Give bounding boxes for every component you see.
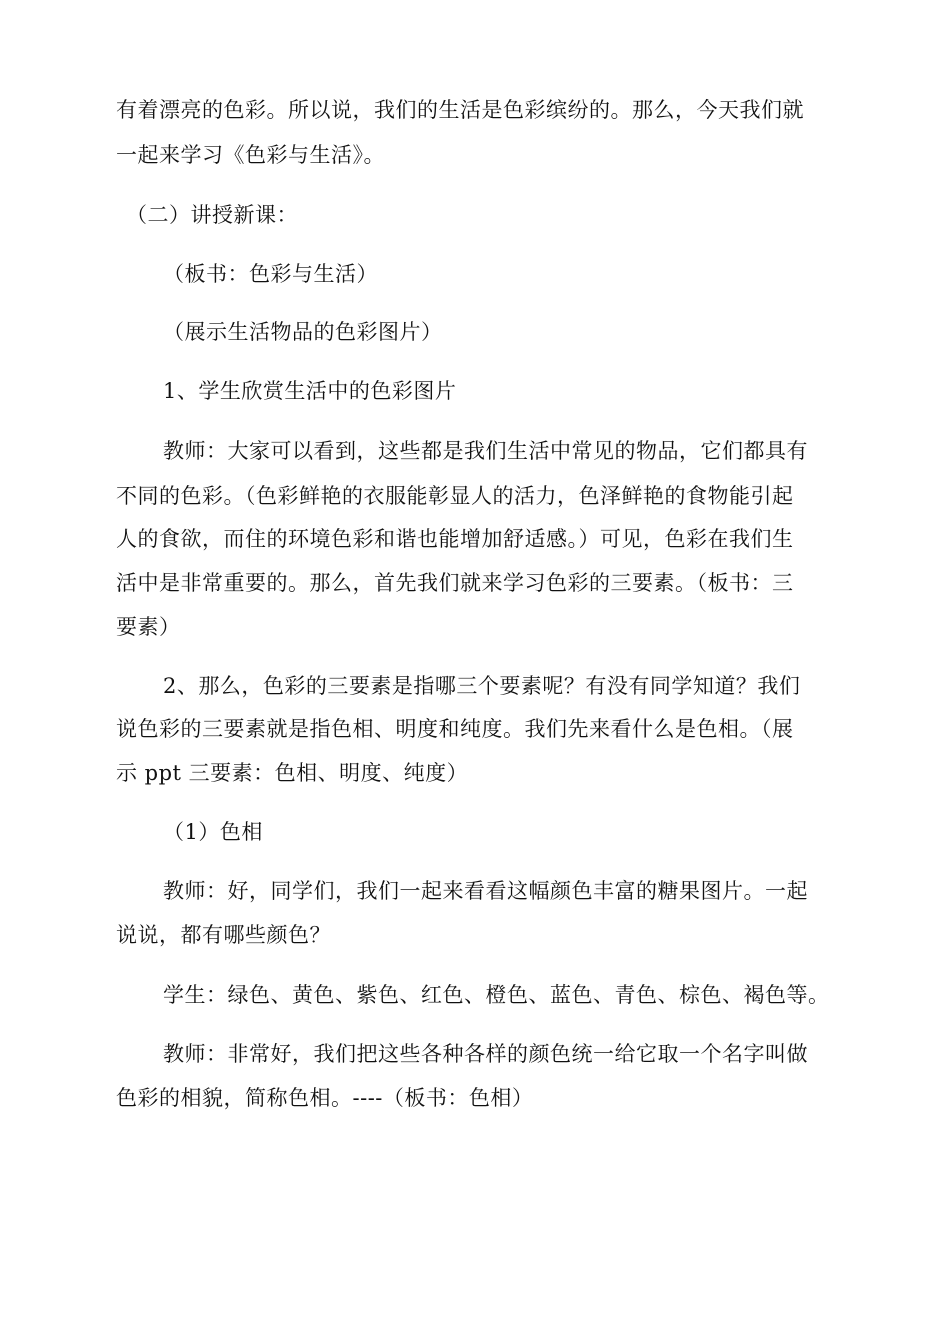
paragraph-line: 学生：绿色、黄色、紫色、红色、橙色、蓝色、青色、棕色、褐色等。 <box>163 983 830 1007</box>
list-item-heading: 1、学生欣赏生活中的色彩图片 <box>163 379 457 403</box>
display-note: （展示生活物品的色彩图片） <box>163 320 443 344</box>
paragraph-line: 教师：好，同学们，我们一起来看看这幅颜色丰富的糖果图片。一起 <box>163 879 808 903</box>
paragraph-line: 色彩的相貌，简称色相。----（板书：色相） <box>116 1086 534 1110</box>
paragraph-line: 不同的色彩。（色彩鲜艳的衣服能彰显人的活力，色泽鲜艳的食物能引起 <box>116 484 794 508</box>
paragraph-line: 示 ppt 三要素：色相、明度、纯度） <box>116 761 469 785</box>
paragraph-line: 教师：大家可以看到，这些都是我们生活中常见的物品，它们都具有 <box>163 439 808 463</box>
paragraph-line: 人的食欲，而住的环境色彩和谐也能增加舒适感。）可见，色彩在我们生 <box>116 527 794 551</box>
paragraph-line: 说说，都有哪些颜色？ <box>116 923 331 947</box>
subsection-heading: （1）色相 <box>163 820 263 844</box>
paragraph-line: 活中是非常重要的。那么，首先我们就来学习色彩的三要素。（板书：三 <box>116 571 794 595</box>
paragraph-line: 一起来学习《色彩与生活》。 <box>116 143 385 167</box>
paragraph-line: 有着漂亮的色彩。所以说，我们的生活是色彩缤纷的。那么，今天我们就 <box>116 98 804 122</box>
section-heading: （二）讲授新课： <box>126 203 298 227</box>
board-note: （板书：色彩与生活） <box>163 262 378 286</box>
paragraph-line: 教师：非常好，我们把这些各种各样的颜色统一给它取一个名字叫做 <box>163 1042 808 1066</box>
paragraph-line: 要素） <box>116 615 181 639</box>
paragraph-line: 2、那么，色彩的三要素是指哪三个要素呢？有没有同学知道？我们 <box>163 674 801 698</box>
paragraph-line: 说色彩的三要素就是指色相、明度和纯度。我们先来看什么是色相。（展 <box>116 717 794 741</box>
